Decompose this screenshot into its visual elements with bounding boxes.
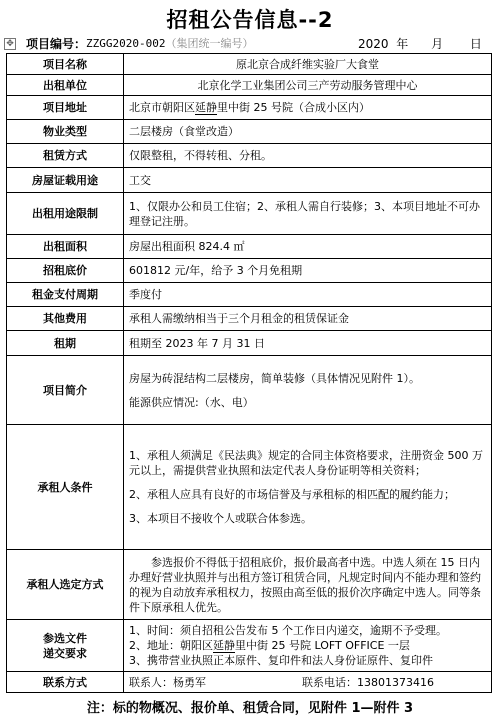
row-label: 租期 [7,331,124,356]
payment-cycle: 季度付 [124,283,492,307]
submission-item: 3、携带营业执照正本原件、复印件和法人身份证原件、复印件 [129,654,433,667]
use-restrictions: 1、仅限办公和员工住宿；2、承租人需自行装修；3、本项目地址不可办理登记注册。 [124,193,492,235]
date-line [358,36,482,52]
contact-phone: 联系电话：13801373416 [302,675,434,689]
row-label: 项目地址 [7,96,124,120]
project-intro [124,356,492,425]
date-year: 2020 [358,37,389,51]
project-address [124,96,492,120]
project-code-value: ZZGG2020-002 [86,37,166,50]
notice-table [6,53,492,693]
row-label: 租金支付周期 [7,283,124,307]
label-line-1: 参选文件 [43,631,87,645]
tenant-requirements [124,425,492,550]
project-name: 原北京合成纤维实验厂大食堂 [124,54,492,75]
lease-method: 仅限整租，不得转租、分租。 [124,144,492,168]
project-code-label: 项目编号： [26,37,87,51]
table-move-handle-icon[interactable]: ✥ [4,38,16,50]
row-label: 租赁方式 [7,144,124,168]
address-post: 里中街 25 号院（合成小区内） [217,101,370,114]
table-row [7,550,492,620]
address-pre: 北京市朝阳区 [129,101,195,114]
selection-text: 参选报价不得低于招租底价，报价最高者中选。中选人须在 15 日内办理好营业执照并与出租方签订租赁合同，凡规定时间内不能办理和签约的视为自动放弃承租权力，按照由高至低的报价次序确定中选人。同等条件下原承租人优先。 [129,555,481,614]
reserve-price: 601812 元/年，给予 3 个月免租期 [124,259,492,283]
row-label: 物业类型 [7,120,124,144]
contact-person: 联系人：杨勇军 [129,675,206,689]
lessor: 北京化学工业集团公司三产劳动服务管理中心 [124,75,492,96]
page-title: 招租公告信息--2 [166,8,334,32]
other-fees: 承租人需缴纳相当于三个月租金的租赁保证金 [124,307,492,331]
table-row [7,283,492,307]
table-row [7,235,492,259]
row-label: 房屋证载用途 [7,168,124,193]
address-underlined: 延静 [195,101,217,114]
requirement-item: 2、承租人应具有良好的市场信誉及与承租标的相匹配的履约能力； [129,488,455,501]
label-line-2: 递交要求 [43,646,87,660]
energy-supply: 能源供应情况:（水、电） [129,395,254,409]
row-label: 招租底价 [7,259,124,283]
footer-note: 注：标的物概况、报价单、租赁合同，见附件 1—附件 3 [86,701,414,716]
submission-address-pre: 2、地址：朝阳区 [129,639,213,652]
row-label: 出租用途限制 [7,193,124,235]
row-label [7,620,124,672]
table-row [7,120,492,144]
row-label: 出租单位 [7,75,124,96]
contact-info [124,672,492,693]
table-row [7,307,492,331]
row-label: 项目名称 [7,54,124,75]
table-row [7,168,492,193]
date-year-suffix: 年 [396,37,409,51]
table-row [7,620,492,672]
submission-requirements [124,620,492,672]
table-row [7,356,492,425]
table-row [7,672,492,693]
requirement-item: 1、承租人须满足《民法典》规定的合同主体资格要求，注册资金 500 万元以上，需提供营业执照和法定代表人身份证明等相关资料； [129,449,483,477]
submission-item: 1、时间：须自招租公告发布 5 个工作日内递交，逾期不予受理。 [129,624,447,637]
row-label: 联系方式 [7,672,124,693]
requirement-item: 3、本项目不接收个人或联合体参选。 [129,512,312,525]
table-row [7,144,492,168]
row-label: 承租人选定方式 [7,550,124,620]
property-type: 二层楼房（食堂改造） [124,120,492,144]
certified-use: 工交 [124,168,492,193]
row-label: 其他费用 [7,307,124,331]
selection-method [124,550,492,620]
meta-line [4,36,496,52]
date-month-suffix: 月 [431,37,444,51]
date-day-suffix: 日 [469,37,482,51]
row-label: 项目简介 [7,356,124,425]
table-row [7,425,492,550]
intro-paragraph: 房屋为砖混结构二层楼房，简单装修（具体情况见附件 1）。 [129,371,420,385]
rental-area: 房屋出租面积 824.4 ㎡ [124,235,492,259]
row-label: 出租面积 [7,235,124,259]
submission-address-underlined: 延静 [213,639,235,652]
table-row [7,54,492,75]
table-row [7,75,492,96]
table-row [7,331,492,356]
project-code [86,36,253,52]
table-row [7,96,492,120]
lease-term: 租期至 2023 年 7 月 31 日 [124,331,492,356]
table-row [7,259,492,283]
row-label: 承租人条件 [7,425,124,550]
submission-address-post: 里中街 25 号院 LOFT OFFICE 一层 [235,639,410,652]
submission-item [129,638,486,653]
project-code-note: （集团统一编号） [165,37,254,50]
table-row [7,193,492,235]
